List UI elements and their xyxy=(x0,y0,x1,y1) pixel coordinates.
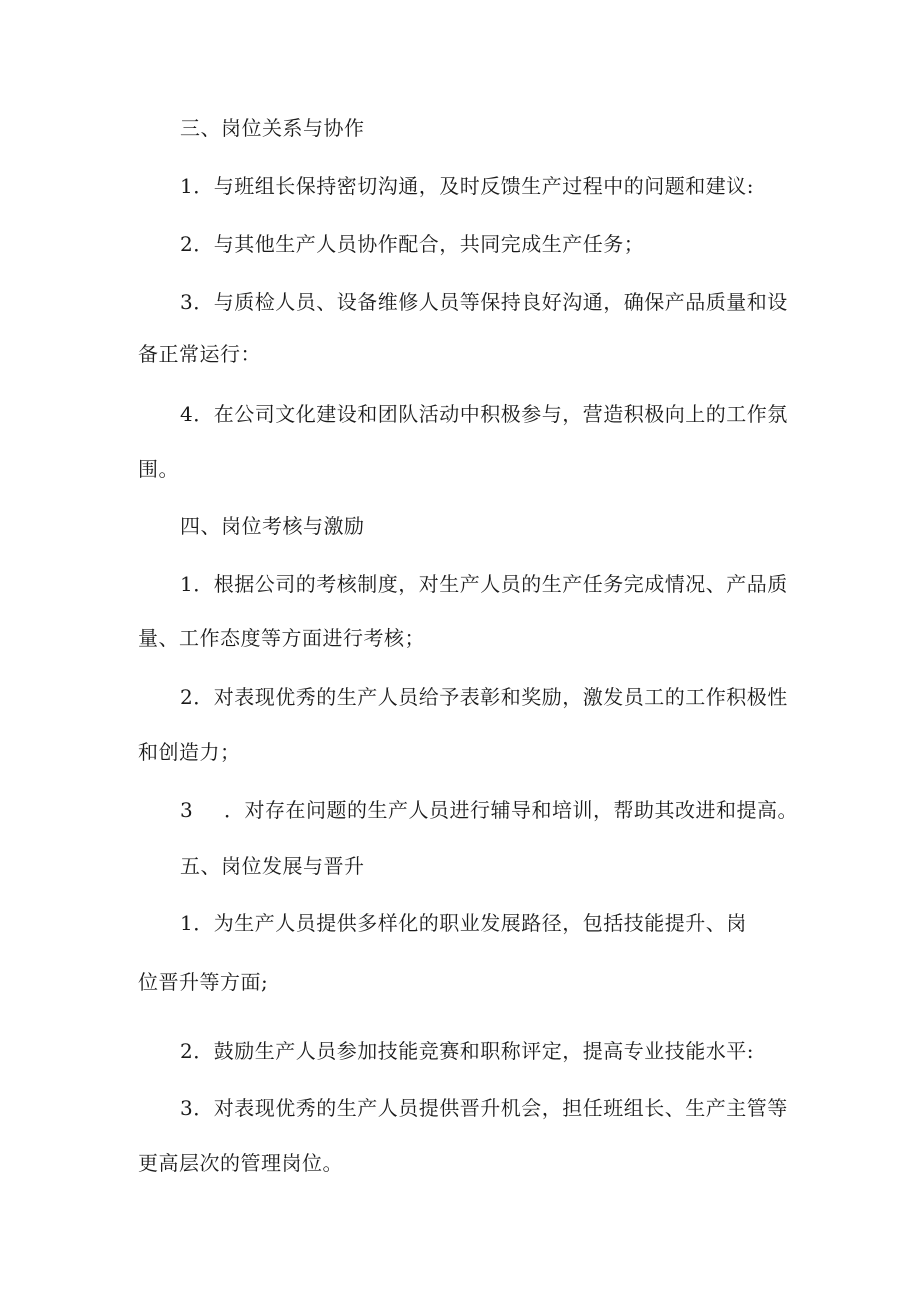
section-5-item-2: 2．鼓励生产人员参加技能竞赛和职称评定，提高专业技能水平: xyxy=(180,1039,754,1063)
section-heading-5: 五、岗位发展与晋升 xyxy=(180,854,365,878)
section-3-item-4: 4．在公司文化建设和团队活动中积极参与，营造积极向上的工作氛 xyxy=(180,402,788,426)
section-5-item-3-cont: 更高层次的管理岗位。 xyxy=(138,1151,343,1175)
section-5-item-1-cont: 位晋升等方面; xyxy=(138,970,269,994)
section-4-item-3-number: 3 xyxy=(180,798,194,822)
section-5-item-1: 1．为生产人员提供多样化的职业发展路径，包括技能提升、岗 xyxy=(180,911,747,935)
section-4-item-2-cont: 和创造力； xyxy=(138,740,241,764)
section-3-item-1: 1．与班组长保持密切沟通，及时反馈生产过程中的问题和建议: xyxy=(180,174,754,198)
section-heading-3: 三、岗位关系与协作 xyxy=(180,116,365,140)
section-5-item-3: 3．对表现优秀的生产人员提供晋升机会，担任班组长、生产主管等 xyxy=(180,1096,788,1120)
section-3-item-3: 3．与质检人员、设备维修人员等保持良好沟通，确保产品质量和设 xyxy=(180,290,788,314)
section-heading-4: 四、岗位考核与激励 xyxy=(180,514,365,538)
section-4-item-1-cont: 量、工作态度等方面进行考核； xyxy=(138,626,425,650)
section-4-item-1: 1．根据公司的考核制度，对生产人员的生产任务完成情况、产品质 xyxy=(180,572,788,596)
section-4-item-2: 2．对表现优秀的生产人员给予表彰和奖励，激发员工的工作积极性 xyxy=(180,685,788,709)
section-3-item-3-cont: 备正常运行： xyxy=(138,342,261,366)
section-3-item-2: 2．与其他生产人员协作配合，共同完成生产任务； xyxy=(180,232,645,256)
section-3-item-4-cont: 围。 xyxy=(138,457,179,481)
section-4-item-3 xyxy=(180,796,798,824)
section-4-item-3-text: ．对存在问题的生产人员进行辅导和培训，帮助其改进和提高。 xyxy=(224,798,798,822)
